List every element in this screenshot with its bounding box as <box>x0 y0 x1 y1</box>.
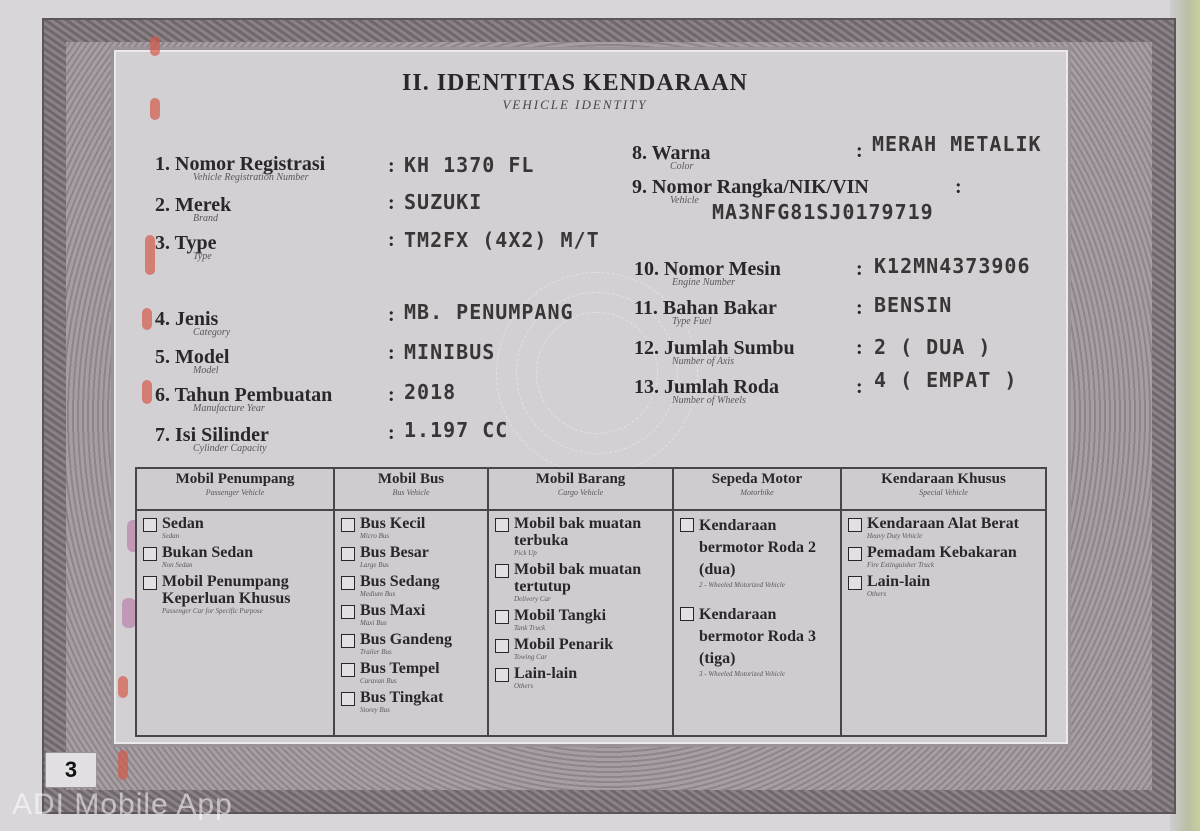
option-roda-2[interactable]: Kendaraan bermotor Roda 2 (dua) 2 - Wheeled Motorized Vehicle <box>678 515 836 590</box>
field-label: 2. Merek <box>155 194 232 216</box>
option-passenger-special[interactable]: Mobil Penumpang Keperluan Khusus Passenger Car for Specific Purpose <box>141 573 329 616</box>
field-year <box>155 384 332 414</box>
option-bus-tempel[interactable]: Bus Tempel Caravan Bus <box>339 660 483 686</box>
checkbox[interactable] <box>680 607 694 621</box>
category-header-passenger: Mobil Penumpang Passenger Vehicle <box>136 468 334 510</box>
option-bus-gandeng[interactable]: Bus Gandeng Trailer Bus <box>339 631 483 657</box>
checkbox[interactable] <box>495 639 509 653</box>
field-sublabel: Brand <box>193 213 218 224</box>
category-column-cargo <box>488 510 673 736</box>
checkbox[interactable] <box>341 576 355 590</box>
field-value-type: TM2FX (4X2) M/T <box>404 228 600 252</box>
field-sublabel: Vehicle Registration Number <box>193 172 309 183</box>
option-bak-terbuka[interactable]: Mobil bak muatan terbuka Pick Up <box>493 515 668 558</box>
option-special-lain-lain[interactable]: Lain-lain Others <box>846 573 1041 599</box>
checkbox[interactable] <box>143 518 157 532</box>
checkbox[interactable] <box>495 518 509 532</box>
field-value-brand: SUZUKI <box>404 190 483 214</box>
option-alat-berat[interactable]: Kendaraan Alat Berat Heavy Duty Vehicle <box>846 515 1041 541</box>
field-value-registration: KH 1370 FL <box>404 153 535 177</box>
checkbox[interactable] <box>495 610 509 624</box>
checkbox[interactable] <box>848 518 862 532</box>
field-value-engine: K12MN4373906 <box>874 254 1031 278</box>
field-sublabel: Number of Wheels <box>672 395 746 406</box>
field-engine <box>634 258 781 288</box>
field-sublabel: Manufacture Year <box>193 403 265 414</box>
checkbox[interactable] <box>143 547 157 561</box>
field-label: 6. Tahun Pembuatan <box>155 384 333 406</box>
checkbox[interactable] <box>848 547 862 561</box>
checkbox[interactable] <box>341 547 355 561</box>
field-value-year: 2018 <box>404 380 457 404</box>
field-label: 13. Jumlah Roda <box>634 376 780 398</box>
field-label: 10. Nomor Mesin <box>634 258 781 280</box>
field-sublabel: Model <box>193 365 219 376</box>
field-label: 1. Nomor Registrasi <box>155 153 326 175</box>
document-page: II. IDENTITAS KENDARAAN VEHICLE IDENTITY 1. Nomor Registrasi Vehicle Registration Number : KH 1370 FL 2. Merek Brand : SUZUKI 3. Type Type : TM2FX (4X2) M/T 4. Jenis Category : MB. PENUMPANG 5. Model Model : MINIBUS 6. Tahun Pembuatan Manufacture Year : 2018 7. Isi Silinder Cylinder Capacity : 1.197 CC 8. Warna Color : MERAH METALIK 9. Nomor Rangka/NIK/VIN Vehicle : MA3NFG81SJ0179719 10. Nomor Mesin Engine Number : K12MN4373906 11. Bahan Bakar Type Fuel : BENSIN 12. Jumlah Sumbu Number of Axis : 2 ( DUA ) 13. Jumlah Roda Number of Wheels : 4 ( EMPAT ) Mobil Penumpang Passenger Vehicle Mobil Bus Bus Vehicle Mobil Barang Cargo Vehicle Sepeda Motor Motorbike Kendaraan Khusus Special Vehicle Sedan Sedan Bukan Sedan Non Sedan Mobil Penumpang Keperluan Khusus Passenger Car for Specific Purpose Bus Kecil Micro Bus Bus Besar Large Bus Bus Sedang Medium Bus Bus Maxi Maxi Bus Bus Gandeng Trailer Bus Bus Tempel Caravan Bus Bus Tingkat Storey Bus Mobil bak muatan terbuka Pick Up Mobil bak muatan tertutup Delivery Car Mobil Tangki Tank Truck Mobil Penarik Towing Car Lain-lain Others Kendaraan bermotor Roda 2 (dua) 2 - Wheeled Motorized Vehicle Kendaraan bermotor Roda 3 (tiga) 3 - Wheeled Motorized Vehicle Kendaraan Alat Berat Heavy Duty Vehicle Pemadam Kebakaran Fire Extinguisher Truck Lain-lain Others 3 ADI Mobile App <box>0 0 1200 831</box>
field-label: 7. Isi Silinder <box>155 424 269 446</box>
page-number: 3 <box>45 752 97 788</box>
field-sublabel: Vehicle <box>670 195 699 206</box>
section-subtitle: VEHICLE IDENTITY <box>502 97 648 112</box>
option-bus-sedang[interactable]: Bus Sedang Medium Bus <box>339 573 483 599</box>
option-mobil-penarik[interactable]: Mobil Penarik Towing Car <box>493 636 668 662</box>
field-value-model: MINIBUS <box>404 340 496 364</box>
field-label: 3. Type <box>155 232 217 254</box>
field-wheels <box>634 376 779 406</box>
field-registration <box>155 153 325 183</box>
section-header <box>355 70 795 113</box>
field-value-fuel: BENSIN <box>874 293 953 317</box>
field-sublabel: Category <box>193 327 231 338</box>
option-bus-kecil[interactable]: Bus Kecil Micro Bus <box>339 515 483 541</box>
field-value-axis: 2 ( DUA ) <box>874 335 992 359</box>
category-column-passenger <box>136 510 334 736</box>
field-model <box>155 346 229 376</box>
category-header-motorbike: Sepeda Motor Motorbike <box>673 468 841 510</box>
category-header-cargo: Mobil Barang Cargo Vehicle <box>488 468 673 510</box>
option-bus-maxi[interactable]: Bus Maxi Maxi Bus <box>339 602 483 628</box>
field-sublabel: Cylinder Capacity <box>193 443 267 454</box>
section-title: II. IDENTITAS KENDARAAN <box>402 70 748 96</box>
category-column-special <box>841 510 1046 736</box>
checkbox[interactable] <box>341 605 355 619</box>
field-value-cylinder: 1.197 CC <box>404 418 509 442</box>
field-color <box>632 142 711 172</box>
field-label: 12. Jumlah Sumbu <box>634 337 795 359</box>
category-column-bus <box>334 510 488 736</box>
checkbox[interactable] <box>680 518 694 532</box>
category-column-motorbike <box>673 510 841 736</box>
field-value-category: MB. PENUMPANG <box>404 300 574 324</box>
field-label: 8. Warna <box>632 142 711 164</box>
category-header-special: Kendaraan Khusus Special Vehicle <box>841 468 1046 510</box>
field-category <box>155 308 230 338</box>
option-pemadam[interactable]: Pemadam Kebakaran Fire Extinguisher Truck <box>846 544 1041 570</box>
app-watermark: ADI Mobile App <box>12 788 233 821</box>
option-bus-tingkat[interactable]: Bus Tingkat Storey Bus <box>339 689 483 715</box>
field-value-color: MERAH METALIK <box>872 132 1042 156</box>
option-cargo-lain-lain[interactable]: Lain-lain Others <box>493 665 668 691</box>
field-fuel <box>634 297 777 327</box>
vehicle-category-table <box>135 467 1047 737</box>
field-value-vin: MA3NFG81SJ0179719 <box>712 200 934 224</box>
option-bukan-sedan[interactable]: Bukan Sedan Non Sedan <box>141 544 329 570</box>
option-roda-3[interactable]: Kendaraan bermotor Roda 3 (tiga) 3 - Wheeled Motorized Vehicle <box>678 604 836 679</box>
checkbox[interactable] <box>143 576 157 590</box>
field-axis <box>634 337 795 367</box>
checkbox[interactable] <box>341 663 355 677</box>
option-sedan[interactable]: Sedan Sedan <box>141 515 329 541</box>
checkbox[interactable] <box>495 564 509 578</box>
field-label: 11. Bahan Bakar <box>634 297 777 319</box>
option-bus-besar[interactable]: Bus Besar Large Bus <box>339 544 483 570</box>
field-brand <box>155 194 231 224</box>
category-header-bus: Mobil Bus Bus Vehicle <box>334 468 488 510</box>
field-sublabel: Number of Axis <box>672 356 735 367</box>
option-mobil-tangki[interactable]: Mobil Tangki Tank Truck <box>493 607 668 633</box>
field-sublabel: Type <box>193 251 212 262</box>
field-sublabel: Color <box>670 161 694 172</box>
field-sublabel: Engine Number <box>672 277 736 288</box>
field-sublabel: Type Fuel <box>672 316 712 327</box>
field-label: 5. Model <box>155 346 230 368</box>
field-cylinder <box>155 424 269 454</box>
checkbox[interactable] <box>495 668 509 682</box>
checkbox[interactable] <box>341 692 355 706</box>
checkbox[interactable] <box>341 518 355 532</box>
field-label: 4. Jenis <box>155 308 219 330</box>
checkbox[interactable] <box>848 576 862 590</box>
field-label: 9. Nomor Rangka/NIK/VIN <box>632 176 869 198</box>
option-bak-tertutup[interactable]: Mobil bak muatan tertutup Delivery Car <box>493 561 668 604</box>
field-type <box>155 232 217 262</box>
checkbox[interactable] <box>341 634 355 648</box>
field-value-wheels: 4 ( EMPAT ) <box>874 368 1018 392</box>
